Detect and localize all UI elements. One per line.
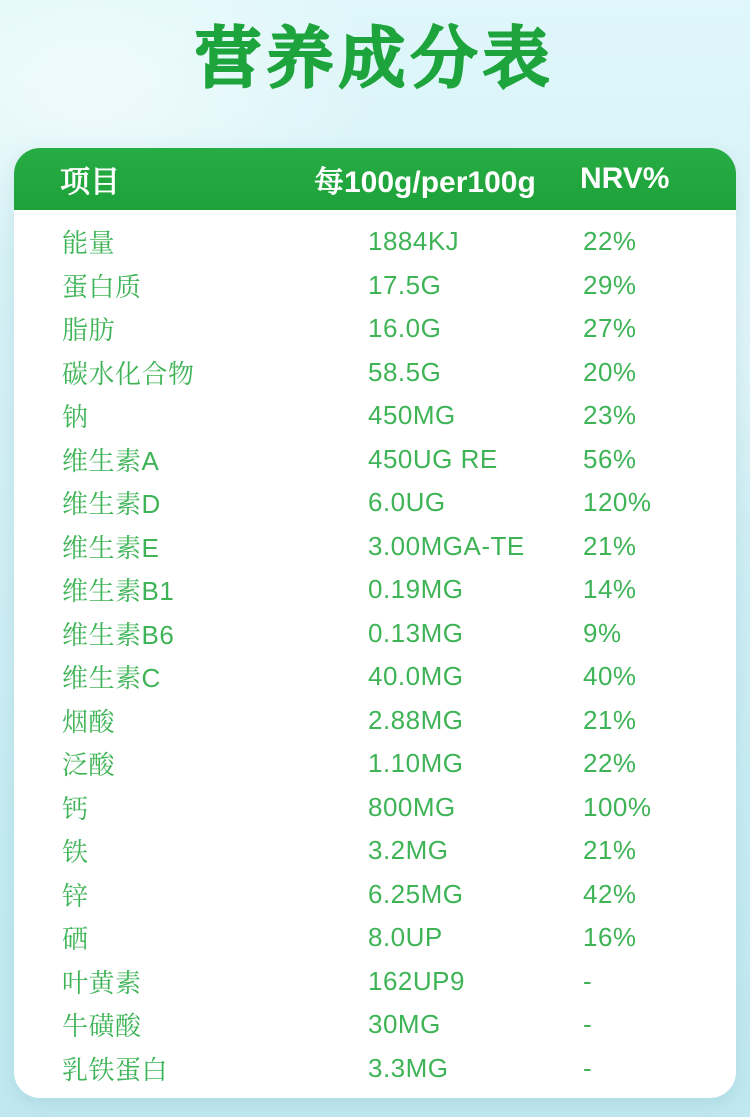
nutrient-name: 维生素C <box>62 663 161 694</box>
nutrient-nrv: 100% <box>583 791 652 822</box>
nutrient-name: 维生素A <box>62 445 160 476</box>
table-row <box>14 873 736 917</box>
table-row <box>14 1003 736 1047</box>
nutrient-nrv: 22% <box>583 748 637 779</box>
nutrient-amount: 450MG <box>368 400 456 431</box>
nutrient-amount: 6.0UG <box>368 487 446 518</box>
nutrient-name: 维生素B6 <box>62 619 175 650</box>
nutrient-amount: 30MG <box>368 1009 441 1040</box>
nutrient-name: 硒 <box>62 924 89 955</box>
nutrient-name: 泛酸 <box>62 750 116 781</box>
table-row <box>14 699 736 743</box>
nutrient-nrv: - <box>583 1009 593 1040</box>
table-row <box>14 916 736 960</box>
nutrient-nrv: 20% <box>583 356 637 387</box>
table-row <box>14 264 736 308</box>
table-row <box>14 612 736 656</box>
nutrient-amount: 450UG RE <box>368 443 498 474</box>
table-row <box>14 829 736 873</box>
column-header-item: 项目 <box>60 166 120 199</box>
table-row <box>14 220 736 264</box>
table-row <box>14 960 736 1004</box>
nutrient-nrv: - <box>583 965 593 996</box>
table-row <box>14 655 736 699</box>
nutrient-nrv: 9% <box>583 617 622 648</box>
nutrient-amount: 6.25MG <box>368 878 464 909</box>
nutrient-name: 铁 <box>62 837 89 868</box>
nutrient-nrv: 22% <box>583 226 637 257</box>
nutrient-name: 钙 <box>62 793 89 824</box>
table-row <box>14 394 736 438</box>
nutrient-amount: 162UP9 <box>368 965 465 996</box>
nutrient-nrv: 27% <box>583 313 637 344</box>
nutrient-name: 蛋白质 <box>62 271 142 302</box>
nutrient-name: 叶黄素 <box>62 967 142 998</box>
column-header-nrv: NRV% <box>580 162 670 195</box>
table-header-row <box>14 148 736 210</box>
nutrient-nrv: 21% <box>583 530 637 561</box>
nutrient-amount: 3.3MG <box>368 1052 449 1083</box>
nutrient-amount: 1.10MG <box>368 748 464 779</box>
table-row <box>14 742 736 786</box>
nutrient-amount: 40.0MG <box>368 661 464 692</box>
nutrient-nrv: 23% <box>583 400 637 431</box>
nutrient-amount: 0.19MG <box>368 574 464 605</box>
nutrient-nrv: 42% <box>583 878 637 909</box>
table-row <box>14 307 736 351</box>
nutrient-amount: 0.13MG <box>368 617 464 648</box>
nutrient-nrv: 16% <box>583 922 637 953</box>
nutrient-nrv: 56% <box>583 443 637 474</box>
nutrient-name: 维生素B1 <box>62 576 175 607</box>
nutrient-nrv: 21% <box>583 704 637 735</box>
column-header-per100g: 每100g/per100g <box>314 166 536 199</box>
nutrient-amount: 3.2MG <box>368 835 449 866</box>
nutrient-name: 锌 <box>62 880 89 911</box>
nutrient-amount: 17.5G <box>368 269 442 300</box>
nutrient-amount: 16.0G <box>368 313 442 344</box>
nutrient-name: 维生素E <box>62 532 160 563</box>
nutrient-amount: 2.88MG <box>368 704 464 735</box>
nutrient-nrv: 21% <box>583 835 637 866</box>
table-row <box>14 481 736 525</box>
table-row <box>14 525 736 569</box>
table-body <box>14 210 736 1090</box>
table-row <box>14 351 736 395</box>
nutrient-amount: 800MG <box>368 791 456 822</box>
nutrient-name: 能量 <box>62 228 116 259</box>
table-row <box>14 786 736 830</box>
table-row <box>14 568 736 612</box>
table-row <box>14 1047 736 1091</box>
nutrient-nrv: 29% <box>583 269 637 300</box>
nutrient-name: 碳水化合物 <box>62 358 195 389</box>
nutrient-name: 钠 <box>62 402 89 433</box>
nutrient-name: 牛磺酸 <box>62 1011 142 1042</box>
nutrient-name: 脂肪 <box>62 315 116 346</box>
nutrient-nrv: - <box>583 1052 593 1083</box>
nutrient-nrv: 14% <box>583 574 637 605</box>
page-title: 营养成分表 <box>195 21 555 95</box>
nutrient-name: 乳铁蛋白 <box>62 1054 169 1085</box>
nutrient-name: 维生素D <box>62 489 161 520</box>
nutrition-table-card <box>14 148 736 1098</box>
nutrient-amount: 8.0UP <box>368 922 443 953</box>
nutrient-name: 烟酸 <box>62 706 116 737</box>
nutrient-amount: 3.00MGA-TE <box>368 530 525 561</box>
nutrient-amount: 58.5G <box>368 356 442 387</box>
nutrient-amount: 1884KJ <box>368 226 460 257</box>
nutrient-nrv: 40% <box>583 661 637 692</box>
nutrient-nrv: 120% <box>583 487 652 518</box>
table-row <box>14 438 736 482</box>
